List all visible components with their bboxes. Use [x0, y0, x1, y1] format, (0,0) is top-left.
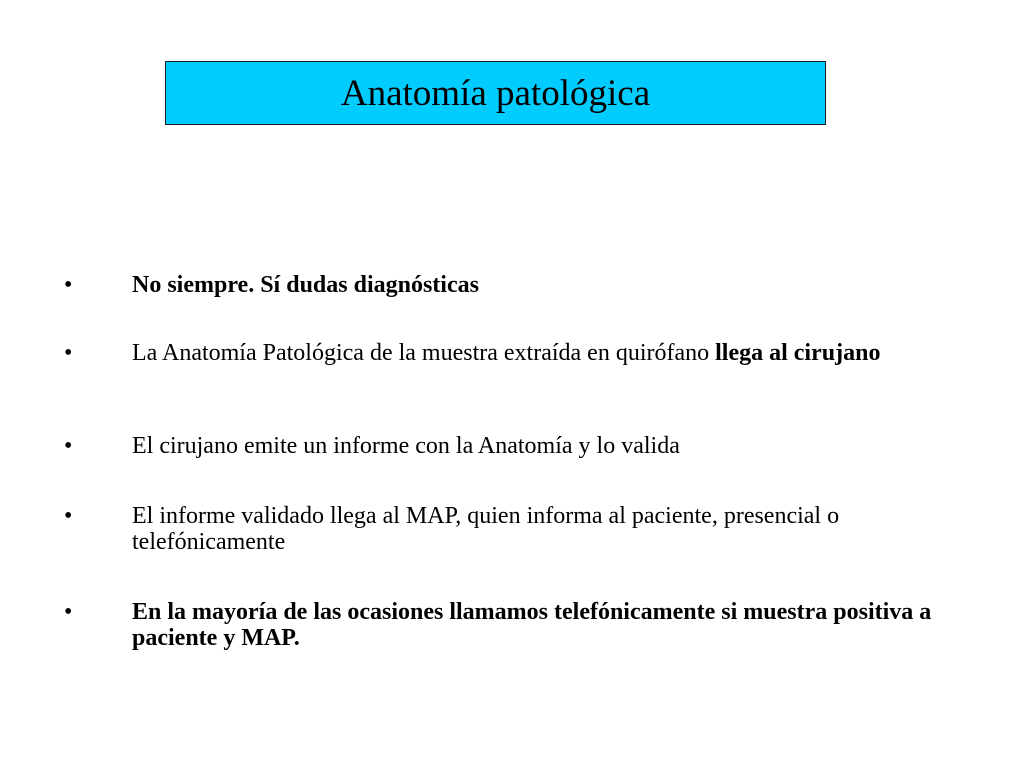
bullet-marker: •	[64, 340, 73, 366]
bullet-text-part: La Anatomía Patológica de la muestra extraída en quirófano	[132, 340, 716, 366]
bullet-marker: •	[64, 503, 73, 529]
bullet-text-2	[132, 340, 972, 366]
bullet-text-part-bold: llega al cirujano	[715, 340, 881, 366]
bullet-text-3	[132, 433, 972, 459]
bullet-text-part-bold: En la mayoría de las ocasiones llamamos telefónicamente si muestra positiva a paciente y MAP.	[132, 599, 932, 651]
bullet-text-part: El cirujano emite un informe con la Anatomía y lo valida	[132, 433, 680, 459]
bullet-marker: •	[64, 433, 73, 459]
bullet-text-part: No siempre. Sí dudas diagnósticas	[132, 272, 479, 298]
bullet-text-1	[132, 272, 972, 298]
bullet-text-5	[132, 599, 972, 651]
bullet-marker: •	[64, 599, 73, 625]
bullet-text-4	[132, 503, 972, 555]
slide-title: Anatomía patológica	[340, 72, 651, 114]
bullet-marker: •	[64, 272, 73, 298]
bullet-text-part: El informe validado llega al MAP, quien informa al paciente, presencial o telefónicamente	[132, 503, 840, 555]
